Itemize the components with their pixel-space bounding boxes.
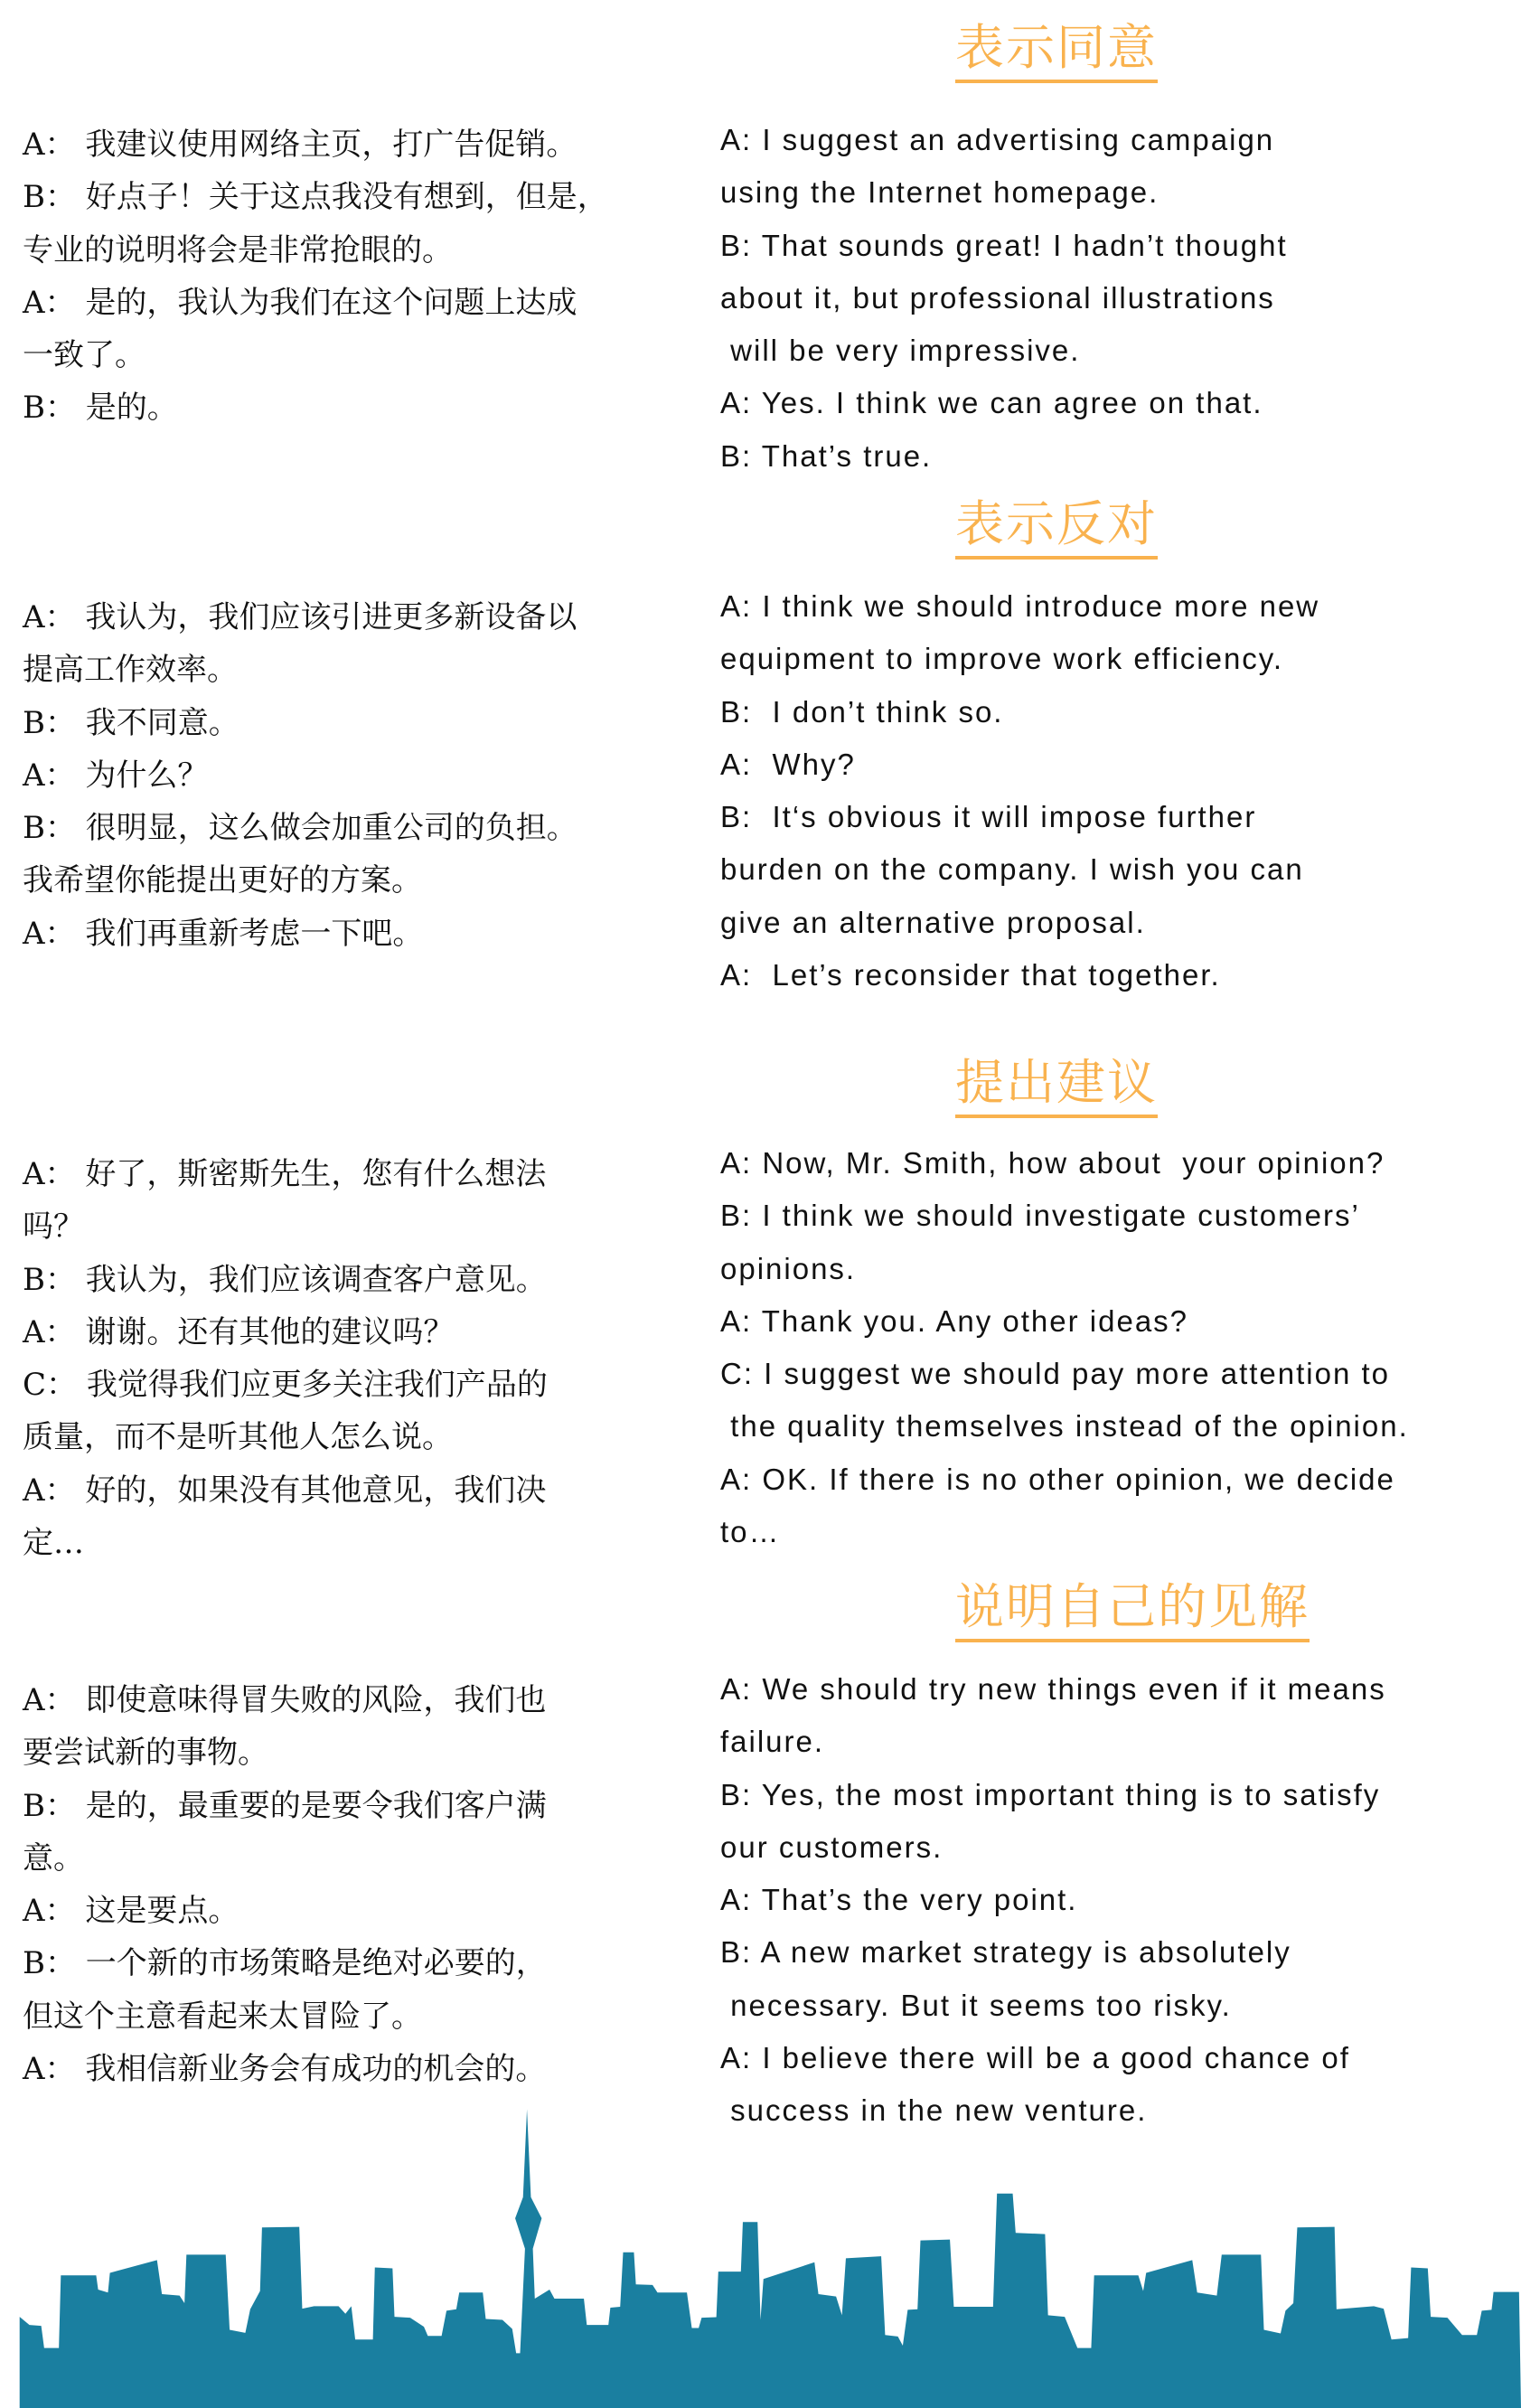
section-heading: 提出建议 xyxy=(955,1051,1158,1118)
dialogue-line: 一致了。 xyxy=(23,337,146,374)
dialogue-line: to… xyxy=(720,1515,781,1549)
chinese-dialogue xyxy=(23,591,709,960)
dialogue-line: 但这个主意看起来太冒险了。 xyxy=(23,1998,422,2035)
dialogue-line: 意。 xyxy=(23,1839,84,1877)
dialogue-line: B： 一个新的市场策略是绝对必要的， xyxy=(23,1945,547,1982)
dialogue-line: 专业的说明将会是非常抢眼的。 xyxy=(23,231,453,268)
dialogue-line: success in the new venture. xyxy=(720,2093,1148,2128)
dialogue-line: 我希望你能提出更好的方案。 xyxy=(23,862,422,899)
dialogue-line: equipment to improve work efficiency. xyxy=(720,642,1284,676)
dialogue-line: B: That sounds great! I hadn’t thought xyxy=(720,228,1288,262)
dialogue-line: burden on the company. I wish you can xyxy=(720,852,1304,887)
dialogue-line: the quality themselves instead of the opinion. xyxy=(720,1409,1409,1444)
dialogue-line: A： 我相信新业务会有成功的机会的。 xyxy=(23,2051,547,2088)
dialogue-line: A： 好了，斯密斯先生，您有什么想法 xyxy=(23,1156,547,1192)
dialogue-line: failure. xyxy=(720,1725,825,1759)
dialogue-line: our customers. xyxy=(720,1830,944,1864)
dialogue-line: A： 我们再重新考虑一下吧。 xyxy=(23,915,424,952)
dialogue-line: about it, but professional illustrations xyxy=(720,280,1275,315)
dialogue-line: A: I believe there will be a good chance of xyxy=(720,2041,1350,2075)
dialogue-line: A: Now, Mr. Smith, how about your opinion? xyxy=(720,1146,1385,1180)
dialogue-line: A: Let’s reconsider that together. xyxy=(720,958,1221,992)
chinese-dialogue xyxy=(23,1148,709,1569)
dialogue-line: A: I think we should introduce more new xyxy=(720,589,1320,623)
dialogue-line: A： 谢谢。还有其他的建议吗？ xyxy=(23,1313,455,1350)
english-dialogue xyxy=(720,580,1516,1002)
dialogue-line: B: Yes, the most important thing is to satisfy xyxy=(720,1777,1381,1811)
dialogue-line: A： 是的，我认为我们在这个问题上达成 xyxy=(23,284,577,321)
dialogue-line: A: Thank you. Any other ideas? xyxy=(720,1303,1189,1338)
dialogue-line: give an alternative proposal. xyxy=(720,905,1146,939)
dialogue-line: B: A new market strategy is absolutely xyxy=(720,1935,1291,1970)
dialogue-line: B: I don’t think so. xyxy=(720,694,1004,729)
dialogue-line: A: We should try new things even if it means xyxy=(720,1672,1386,1706)
dialogue-line: A: That’s the very point. xyxy=(720,1883,1078,1917)
dialogue-line: C： 我觉得我们应更多关注我们产品的 xyxy=(23,1367,548,1404)
dialogue-line: 提高工作效率。 xyxy=(23,652,238,689)
dialogue-line: 要尝试新的事物。 xyxy=(23,1735,268,1772)
dialogue-line: 吗？ xyxy=(23,1209,84,1246)
dialogue-line: B: That’s true. xyxy=(720,438,933,473)
chinese-dialogue xyxy=(23,1674,709,2095)
dialogue-line: A： 这是要点。 xyxy=(23,1893,239,1930)
dialogue-line: using the Internet homepage. xyxy=(720,175,1160,210)
dialogue-line: A： 即使意味得冒失败的风险，我们也 xyxy=(23,1682,547,1718)
dialogue-line: B: I think we should investigate customers’ xyxy=(720,1199,1360,1233)
dialogue-line: A: Why? xyxy=(720,747,856,781)
section-heading: 说明自己的见解 xyxy=(955,1576,1310,1642)
dialogue-line: B： 是的，最重要的是要令我们客户满 xyxy=(23,1787,547,1824)
dialogue-line: will be very impressive. xyxy=(720,334,1081,368)
dialogue-line: B： 很明显，这么做会加重公司的负担。 xyxy=(23,810,577,847)
dialogue-line: A: OK. If there is no other opinion, we decide xyxy=(720,1462,1395,1496)
english-dialogue xyxy=(720,114,1516,483)
dialogue-line: A： 为什么？ xyxy=(23,757,209,794)
dialogue-line: B： 是的。 xyxy=(23,390,178,427)
dialogue-line: A： 我建议使用网络主页，打广告促销。 xyxy=(23,127,577,163)
dialogue-line: B： 好点子！关于这点我没有想到，但是， xyxy=(23,179,608,216)
dialogue-line: B： 我不同意。 xyxy=(23,704,239,741)
dialogue-line: necessary. But it seems too risky. xyxy=(720,1988,1232,2022)
dialogue-line: B: It‘s obvious it will impose further xyxy=(720,800,1257,834)
dialogue-line: A: I suggest an advertising campaign xyxy=(720,123,1275,156)
english-dialogue xyxy=(720,1137,1516,1558)
dialogue-line: 质量，而不是听其他人怎么说。 xyxy=(23,1419,453,1456)
dialogue-line: opinions. xyxy=(720,1251,857,1285)
city-skyline-illustration xyxy=(0,2079,1521,2408)
section-heading: 表示同意 xyxy=(955,16,1158,83)
dialogue-line: A: Yes. I think we can agree on that. xyxy=(720,386,1263,420)
dialogue-line: C: I suggest we should pay more attention to xyxy=(720,1357,1391,1391)
chinese-dialogue xyxy=(23,118,709,435)
dialogue-line: 定… xyxy=(23,1525,84,1562)
dialogue-line: A： 好的，如果没有其他意见，我们决 xyxy=(23,1472,547,1509)
skyline-shape xyxy=(20,2110,1521,2408)
english-dialogue xyxy=(720,1663,1516,2138)
dialogue-line: A： 我认为，我们应该引进更多新设备以 xyxy=(23,599,577,635)
section-heading: 表示反对 xyxy=(955,493,1158,560)
dialogue-line: B： 我认为，我们应该调查客户意见。 xyxy=(23,1261,547,1298)
